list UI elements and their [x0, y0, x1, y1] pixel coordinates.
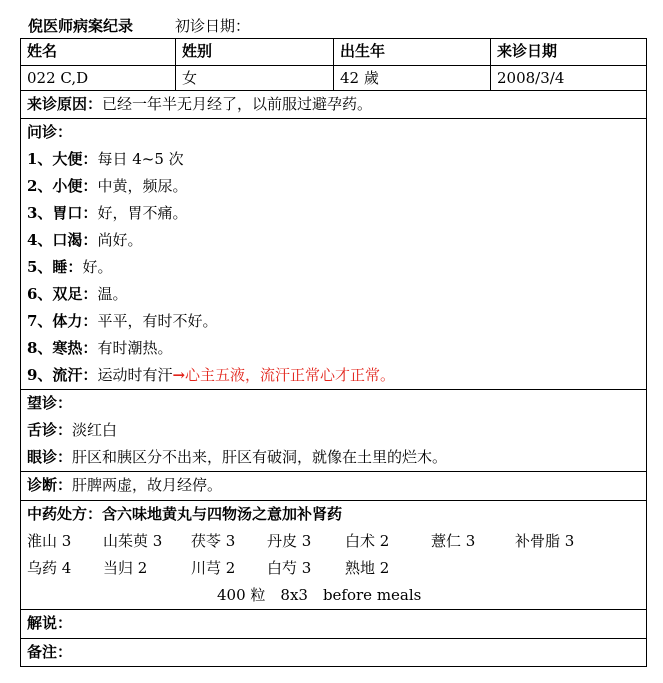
reason-text: 已经一年半无月经了，以前服过避孕药。 — [102, 95, 373, 113]
herb-item: 乌药 4 — [27, 559, 72, 577]
herb-item: 山茱萸 3 — [103, 532, 163, 550]
inquiry-item-text: 好，胃不痛。 — [97, 204, 188, 222]
remarks-row — [21, 639, 647, 667]
record-title: 倪医师病案纪录 — [28, 16, 134, 35]
herb-item: 白术 2 — [345, 532, 390, 550]
tongue-label: 舌诊： — [27, 421, 73, 439]
inquiry-item-label: 1、大便： — [27, 150, 98, 168]
patient-value-row — [21, 66, 647, 91]
inquiry-section — [21, 119, 647, 390]
inquiry-item — [27, 281, 640, 308]
herb-item: 补骨脂 3 — [515, 532, 575, 550]
record-header — [28, 12, 250, 38]
herb-item: 川芎 2 — [191, 559, 236, 577]
herb-item: 薏仁 3 — [431, 532, 476, 550]
inquiry-item-label: 2、小便： — [27, 177, 98, 195]
herb-item: 当归 2 — [103, 559, 148, 577]
explanation-label: 解说： — [27, 614, 73, 632]
inquiry-item — [27, 335, 640, 362]
herb-item: 白芍 3 — [267, 559, 312, 577]
inquiry-item — [27, 227, 640, 254]
arrow-right-icon: → — [172, 366, 186, 384]
diagnosis-label: 诊断： — [27, 476, 73, 494]
inquiry-item — [27, 254, 640, 281]
herbs-row-1 — [27, 528, 640, 555]
observation-section — [21, 390, 647, 472]
observation-label: 望诊： — [27, 394, 73, 412]
inquiry-item-label: 9、流汗： — [27, 366, 98, 384]
diagnosis-text: 肝脾两虚，故月经停。 — [72, 476, 223, 494]
patient-record-table — [20, 38, 647, 667]
herb-item: 茯苓 3 — [191, 532, 236, 550]
first-visit-date-label: 初诊日期： — [175, 16, 251, 35]
inquiry-item — [27, 308, 640, 335]
inquiry-item-label: 6、双足： — [27, 285, 98, 303]
visit-date-header: 来诊日期 — [491, 39, 647, 66]
sex-header: 姓别 — [176, 39, 334, 66]
inquiry-item-text: 有时潮热。 — [97, 339, 173, 357]
inquiry-highlight-text: 心主五液，流汗正常心才正常。 — [185, 366, 396, 384]
herbs-row-2 — [27, 555, 640, 582]
inquiry-item-text: 尚好。 — [97, 231, 143, 249]
inquiry-item-label: 4、口渴： — [27, 231, 98, 249]
tongue-text: 淡红白 — [72, 421, 118, 439]
inquiry-item-label: 8、寒热： — [27, 339, 98, 357]
reason-label: 来诊原因： — [27, 95, 103, 113]
prescription-section — [21, 501, 647, 610]
reason-row — [21, 91, 647, 119]
herb-item: 丹皮 3 — [267, 532, 312, 550]
inquiry-item — [27, 362, 640, 389]
herb-item: 淮山 3 — [27, 532, 72, 550]
inquiry-item-text: 平平，有时不好。 — [97, 312, 218, 330]
inquiry-item-text: 中黄，频尿。 — [97, 177, 188, 195]
inquiry-item-label: 5、睡： — [27, 258, 83, 276]
inquiry-item — [27, 200, 640, 227]
remarks-label: 备注： — [27, 643, 73, 661]
inquiry-item-text: 运动时有汗 — [97, 366, 173, 384]
patient-id: 022 C,D — [21, 66, 176, 91]
name-header: 姓名 — [21, 39, 176, 66]
inquiry-item-text: 每日 4~5 次 — [97, 150, 184, 168]
inquiry-label: 问诊： — [27, 123, 73, 141]
visit-date: 2008/3/4 — [491, 66, 647, 91]
inquiry-item-text: 好。 — [82, 258, 113, 276]
birth-year-header: 出生年 — [334, 39, 491, 66]
eye-text: 肝区和胰区分不出来，肝区有破洞，就像在土里的烂木。 — [72, 448, 448, 466]
inquiry-item — [27, 173, 640, 200]
inquiry-item — [27, 146, 640, 173]
prescription-label: 中药处方：含六味地黄丸与四物汤之意加补肾药 — [27, 505, 343, 523]
inquiry-item-label: 7、体力： — [27, 312, 98, 330]
diagnosis-row — [21, 472, 647, 501]
patient-header-row — [21, 39, 647, 66]
inquiry-item-label: 3、胃口： — [27, 204, 98, 222]
patient-sex: 女 — [176, 66, 334, 91]
inquiry-item-text: 温。 — [97, 285, 128, 303]
dosage-text: 400 粒 8x3 before meals — [217, 586, 422, 604]
eye-label: 眼诊： — [27, 448, 73, 466]
herb-item: 熟地 2 — [345, 559, 390, 577]
patient-age: 42 歲 — [334, 66, 491, 91]
explanation-row — [21, 610, 647, 639]
